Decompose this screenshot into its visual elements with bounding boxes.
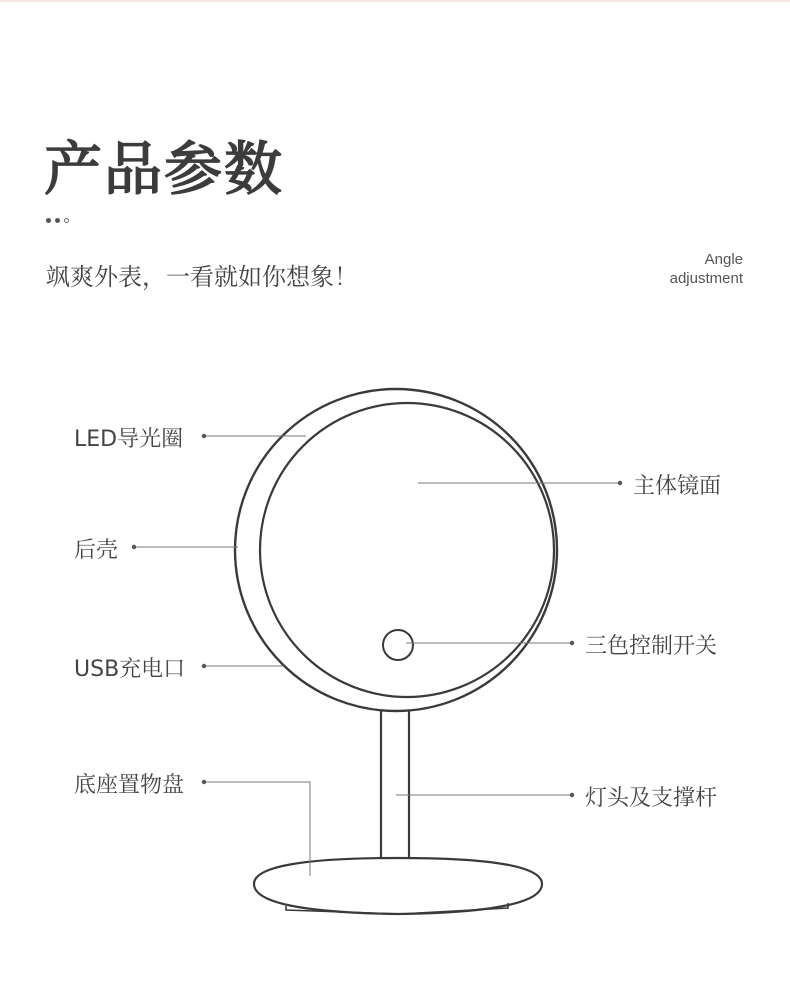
angle-note-line-2: adjustment — [669, 270, 743, 287]
support-pole-shape — [381, 708, 409, 858]
label-back-shell: 后壳 — [74, 538, 119, 563]
page-title: 产品参数 — [44, 135, 285, 203]
base-foot-shape — [286, 903, 508, 914]
leader-dot-led-ring — [202, 434, 206, 438]
label-main-mirror: 主体镜面 — [633, 474, 722, 499]
base-tray-shape — [254, 858, 542, 914]
label-led-ring: LED导光圈 — [74, 427, 184, 452]
leader-dot-back-shell — [132, 545, 136, 549]
leader-dot-lamp-pole — [570, 793, 574, 797]
leader-dot-main-mirror — [618, 481, 622, 485]
leader-dot-base-tray — [202, 780, 206, 784]
back-shell-shape — [235, 389, 557, 711]
angle-note-line-1: Angle — [704, 251, 743, 268]
leader-dot-usb-port — [202, 664, 206, 668]
label-base-tray: 底座置物盘 — [74, 773, 185, 798]
label-usb-port: USB充电口 — [74, 657, 186, 682]
label-tricolor-switch: 三色控制开关 — [585, 634, 718, 659]
label-lamp-pole: 灯头及支撑杆 — [585, 786, 718, 811]
leader-dot-tricolor-switch — [570, 641, 574, 645]
leader-base-tray — [204, 782, 310, 876]
page-subtitle: 飒爽外表，一看就如你想象！ — [46, 263, 358, 291]
